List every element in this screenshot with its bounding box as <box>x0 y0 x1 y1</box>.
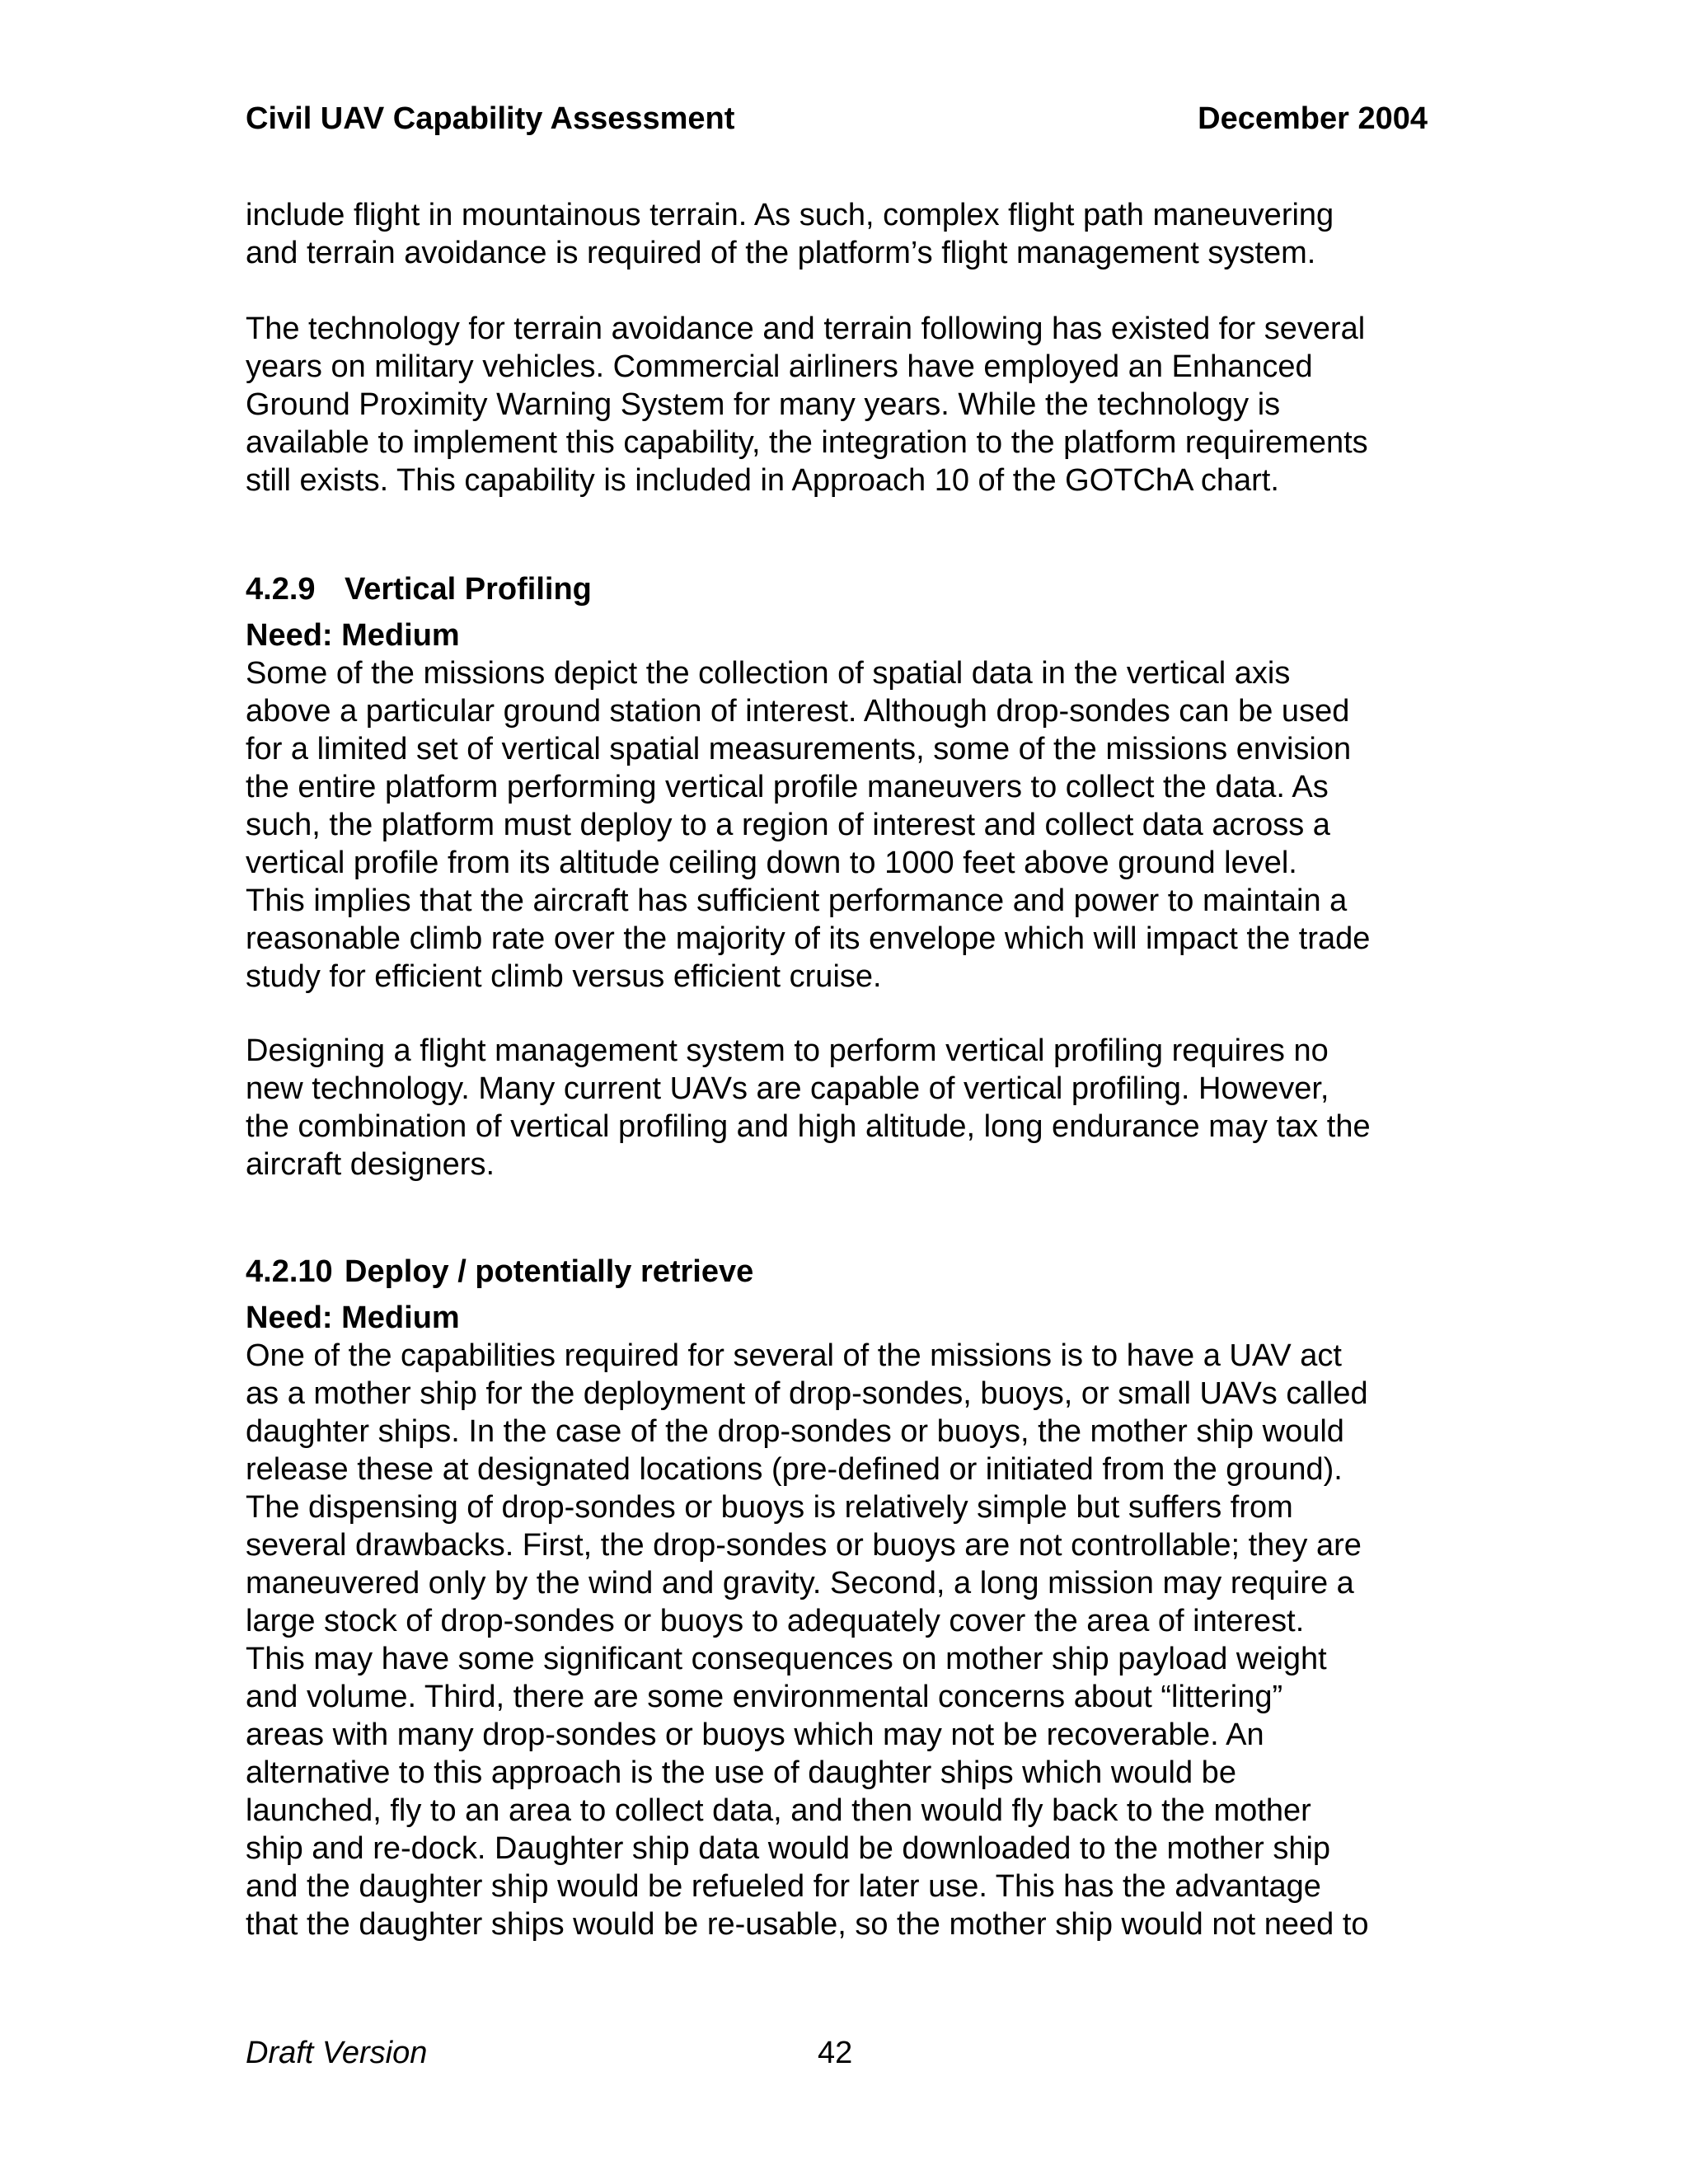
section-heading-deploy-retrieve <box>246 1251 753 1292</box>
paragraph-terrain-continued <box>246 196 1432 272</box>
section-heading-vertical-profiling <box>246 569 592 610</box>
section-number: 4.2.9 <box>246 572 316 607</box>
text-line: launched, fly to an area to collect data, and then would fly back to the mother <box>246 1793 1311 1828</box>
text-line: The dispensing of drop-sondes or buoys is relatively simple but suffers from <box>246 1490 1293 1525</box>
text-line: years on military vehicles. Commercial airliners have employed an Enhanced <box>246 349 1313 384</box>
text-line: maneuvered only by the wind and gravity. Second, a long mission may require a <box>246 1566 1354 1601</box>
paragraph-flight-management <box>246 1032 1432 1183</box>
text-line: the entire platform performing vertical profile maneuvers to collect the data. As <box>246 770 1329 804</box>
text-line: areas with many drop-sondes or buoys which may not be recoverable. An <box>246 1718 1264 1752</box>
text-line: The technology for terrain avoidance and terrain following has existed for several <box>246 312 1366 346</box>
text-line: for a limited set of vertical spatial measurements, some of the missions envision <box>246 732 1352 766</box>
section-number: 4.2.10 <box>246 1254 333 1289</box>
text-line: alternative to this approach is the use of daughter ships which would be <box>246 1755 1236 1790</box>
section-title: Vertical Profiling <box>345 572 592 607</box>
header-date: December 2004 <box>1198 101 1428 136</box>
paragraph-deploy-retrieve <box>246 1337 1432 1943</box>
footer-page-number: 42 <box>818 2036 853 2070</box>
text-line: that the daughter ships would be re-usable, so the mother ship would not need to <box>246 1907 1369 1942</box>
text-line: and terrain avoidance is required of the platform’s flight management system. <box>246 236 1316 270</box>
text-line: as a mother ship for the deployment of drop-sondes, buoys, or small UAVs called <box>246 1376 1368 1411</box>
need-label: Need: Medium <box>246 618 460 653</box>
section-title: Deploy / potentially retrieve <box>345 1254 754 1289</box>
text-line: such, the platform must deploy to a region of interest and collect data across a <box>246 808 1330 842</box>
text-line: aircraft designers. <box>246 1147 495 1182</box>
text-line: Ground Proximity Warning System for many years. While the technology is <box>246 387 1281 422</box>
text-line: This implies that the aircraft has sufficient performance and power to maintain a <box>246 883 1348 918</box>
page-header <box>246 96 1428 142</box>
text-line: several drawbacks. First, the drop-sondes or buoys are not controllable; they are <box>246 1528 1362 1563</box>
text-line: large stock of drop-sondes or buoys to adequately cover the area of interest. <box>246 1604 1305 1638</box>
text-line: Designing a flight management system to perform vertical profiling requires no <box>246 1033 1329 1068</box>
text-line: include flight in mountainous terrain. As such, complex flight path maneuvering <box>246 198 1334 232</box>
text-line: new technology. Many current UAVs are capable of vertical profiling. However, <box>246 1071 1329 1106</box>
text-line: above a particular ground station of interest. Although drop-sondes can be used <box>246 694 1350 729</box>
paragraph-terrain-technology <box>246 310 1432 499</box>
text-line: and the daughter ship would be refueled for later use. This has the advantage <box>246 1869 1321 1904</box>
text-line: study for efficient climb versus efficient cruise. <box>246 959 882 994</box>
need-label: Need: Medium <box>246 1301 460 1335</box>
text-line: release these at designated locations (pre-defined or initiated from the ground). <box>246 1452 1343 1487</box>
text-line: vertical profile from its altitude ceiling down to 1000 feet above ground level. <box>246 846 1297 880</box>
text-line: One of the capabilities required for several of the missions is to have a UAV act <box>246 1338 1342 1373</box>
text-line: the combination of vertical profiling and high altitude, long endurance may tax the <box>246 1109 1371 1144</box>
paragraph-vertical-profiling <box>246 654 1432 996</box>
text-line: This may have some significant consequences on mother ship payload weight <box>246 1642 1327 1676</box>
text-line: reasonable climb rate over the majority of its envelope which will impact the trade <box>246 921 1371 956</box>
text-line: ship and re-dock. Daughter ship data would be downloaded to the mother ship <box>246 1831 1331 1866</box>
text-line: and volume. Third, there are some environmental concerns about “littering” <box>246 1680 1283 1714</box>
header-title: Civil UAV Capability Assessment <box>246 101 735 136</box>
footer-version: Draft Version <box>246 2036 428 2070</box>
text-line: daughter ships. In the case of the drop-sondes or buoys, the mother ship would <box>246 1414 1344 1449</box>
text-line: Some of the missions depict the collection of spatial data in the vertical axis <box>246 656 1291 691</box>
text-line: still exists. This capability is included in Approach 10 of the GOTChA chart. <box>246 463 1279 498</box>
text-line: available to implement this capability, the integration to the platform requirements <box>246 425 1368 460</box>
